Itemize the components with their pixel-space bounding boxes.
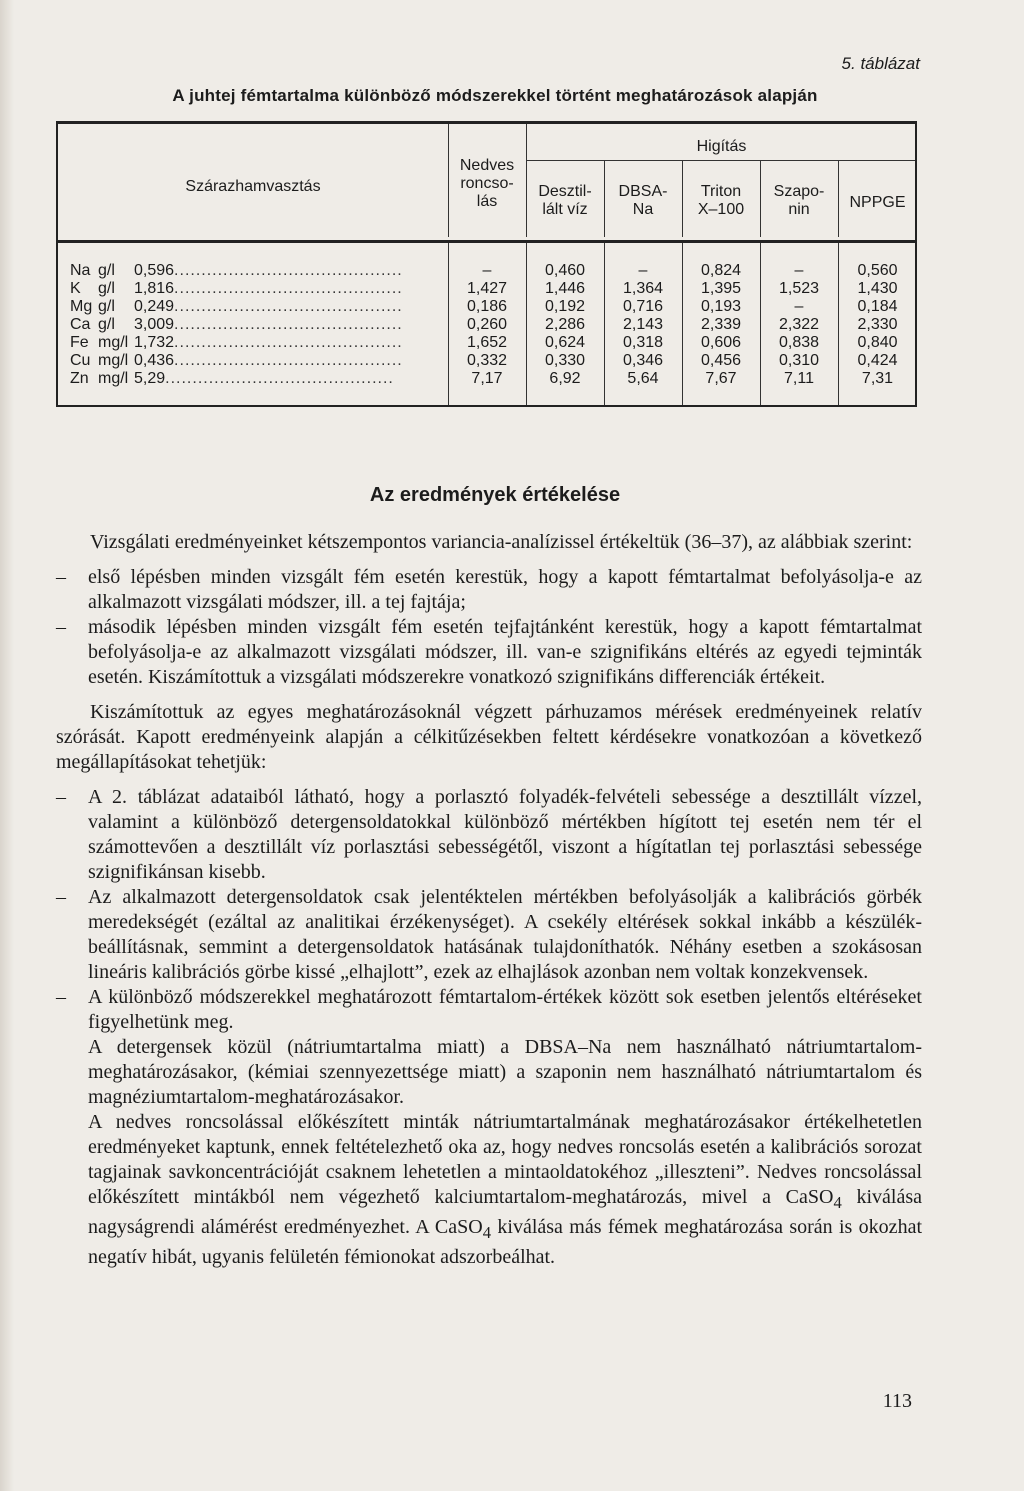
header-line: Desztil-	[538, 183, 592, 200]
unit: mg/l	[98, 370, 129, 387]
header-nppge: NPPGE	[849, 194, 906, 211]
table-row	[58, 316, 917, 334]
header-dry-ashing: Szárazhamvasztás	[185, 178, 321, 195]
cell-value: 2,286	[544, 316, 586, 333]
row-label	[70, 352, 440, 370]
header-wet-digestion	[448, 157, 526, 211]
cell-value: 0,193	[700, 298, 742, 315]
list-item-text: A különböző módszerekkel meghatározott fémtartalom-értékek között sok esetben jelentős eltéréseket figyelhetünk meg.	[88, 986, 922, 1033]
cell-value: 1,395	[700, 280, 742, 297]
unit: g/l	[98, 298, 115, 315]
list-continuation	[56, 1110, 922, 1270]
unit: g/l	[98, 316, 115, 333]
group-underline	[526, 160, 915, 161]
subscript: 4	[833, 1193, 842, 1212]
dry-ashing-value: 0,436	[134, 352, 175, 369]
cell-value: 7,11	[784, 370, 814, 387]
header-line: X–100	[697, 201, 745, 218]
header-line: nin	[788, 201, 810, 218]
cell-value: 0,840	[857, 334, 898, 351]
leader-dots: ..........................................	[174, 262, 403, 279]
page-edge	[0, 0, 14, 1491]
cell-value: 0,716	[622, 298, 664, 315]
header-line: Triton	[700, 183, 742, 200]
header-rule	[58, 240, 915, 243]
list-item-text: első lépésben minden vizsgált fém esetén kerestük, hogy a kapott fémtartalmat befolyásolja-e az alkalmazott vizsgálati módszer, ill. a tej fajtája;	[88, 566, 922, 613]
cell-value: 0,456	[700, 352, 742, 369]
dash-bullet: –	[56, 986, 66, 1008]
cell-value: 1,446	[544, 280, 586, 297]
header-saponin	[760, 183, 838, 219]
list-item	[56, 565, 922, 615]
leader-dots: ..........................................	[165, 370, 394, 387]
element-symbol: Mg	[70, 298, 93, 315]
cell-value: 0,184	[857, 298, 898, 315]
list-item-text: második lépésben minden vizsgált fém esetén tejfajtánként kerestük, hogy a kapott fémtartalmat befolyásolja-e az alkalmazott vizsgálati módszer, ill. van-e szignifikáns eltérés az egyedi tejminták esetén. Kiszámítottuk a vizsgálati módszerekre vonatkozó szignifikáns differenciák értékeit.	[88, 616, 922, 688]
dry-ashing-value: 3,009	[134, 316, 175, 333]
table-row	[58, 334, 917, 352]
list-continuation	[56, 1035, 922, 1110]
section-heading: Az eredmények értékelése	[369, 484, 621, 506]
cell-value: –	[794, 262, 804, 279]
dry-ashing-value: 1,732	[134, 334, 175, 351]
table-row	[58, 352, 917, 370]
cell-value: 2,339	[700, 316, 742, 333]
leader-dots: ..........................................	[174, 316, 403, 333]
unit: g/l	[98, 262, 115, 279]
cell-value: 7,17	[471, 370, 503, 387]
cell-value: 0,260	[466, 316, 508, 333]
cell-value: 0,824	[700, 262, 742, 279]
text-run: kiválása más fémek meghatározása során is okozhat negatív hibát, ugyanis felületén fémionokat adszorbeálhat.	[88, 1216, 922, 1268]
cell-value: 0,192	[544, 298, 586, 315]
dash-bullet: –	[56, 786, 66, 808]
cell-value: 5,64	[627, 370, 659, 387]
element-symbol: Na	[70, 262, 91, 279]
header-line: Na	[632, 201, 654, 218]
cell-value: 0,560	[857, 262, 898, 279]
cell-value: 1,523	[778, 280, 820, 297]
table-row	[58, 280, 917, 298]
cell-value: 0,332	[466, 352, 508, 369]
body-text	[56, 530, 922, 1270]
header-line: roncso-	[460, 175, 514, 192]
table-title: A juhtej fémtartalma különböző módszerekkel történt meghatározások alapján	[172, 86, 818, 105]
element-symbol: K	[70, 280, 81, 297]
header-dilution-group: Higítás	[696, 138, 747, 155]
dash-bullet: –	[56, 566, 66, 588]
element-symbol: Zn	[70, 370, 89, 387]
header-line: lás	[476, 193, 498, 210]
cell-value: 0,346	[622, 352, 664, 369]
cell-value: 0,330	[544, 352, 586, 369]
cell-value: 0,424	[857, 352, 898, 369]
dry-ashing-value: 1,816	[134, 280, 175, 297]
cell-value: 7,31	[861, 370, 894, 387]
paragraph: Vizsgálati eredményeinket kétszempontos variancia-analízissel értékeltük (36–37), az alábbiak szerint:	[90, 531, 913, 553]
dry-ashing-value: 0,596	[134, 262, 175, 279]
cell-value: –	[794, 298, 804, 315]
subscript: 4	[482, 1223, 492, 1242]
cell-value: 0,606	[700, 334, 742, 351]
list-item	[56, 985, 922, 1035]
unit: g/l	[98, 280, 115, 297]
row-label	[70, 334, 440, 352]
list-item-text: Az alkalmazott detergensoldatok csak jelentéktelen mértékben befolyásolják a kalibrációs görbék meredekségét (ezáltal az analitikai érzékenységet). A csekély eltérések sokkal inkább a készülék-beállításnak, semmint a detergensoldatok hatásának tulajdoníthatók. Néhány esetben a szokásosan lineáris kalibrációs görbe kissé „elhajlott”, ezek az elhajlások azonban nem voltak konzekvensek.	[88, 886, 922, 983]
row-label	[70, 316, 440, 334]
text-run: A nedves roncsolással előkészített minták nátriumtartalmának meghatározásakor értékelhetetlen eredményeket kaptunk, ennek feltételezhető oka az, hogy nedves roncsolás esetén a kalibrációs sorozat tagjainak savkoncentrációját csaknem lehetetlen a mintaoldatokéhoz „illeszteni”. Nedves roncsolással előkészített mintákból nem végezhető kalciumtartalom-meghatározás, mivel a CaSO	[88, 1111, 922, 1208]
cell-value: 0,838	[778, 334, 820, 351]
leader-dots: ..........................................	[174, 334, 403, 351]
header-line: DBSA-	[618, 183, 668, 200]
dry-ashing-value: 0,249	[134, 298, 175, 315]
cell-value: 0,310	[778, 352, 820, 369]
page-number: 113	[882, 1390, 912, 1412]
cell-value: 0,460	[544, 262, 586, 279]
list-item	[56, 615, 922, 690]
metal-content-table	[56, 121, 917, 407]
cell-value: 0,624	[544, 334, 586, 351]
leader-dots: ..........................................	[174, 298, 403, 315]
list-item-text: A 2. táblázat adataiból látható, hogy a porlasztó folyadék-felvételi sebessége a desztillált vízzel, valamint a különböző detergensoldatokkal különböző mértékben hígított tej esetén nem tér el számottevően a desztillált víz porlasztási sebességétől, viszont a hígítatlan tej porlasztási sebessége szignifikánsan kisebb.	[88, 786, 922, 883]
row-label	[70, 280, 440, 298]
cell-value: 7,67	[705, 370, 737, 387]
leader-dots: ..........................................	[174, 280, 403, 297]
header-distilled-water	[526, 183, 604, 219]
cell-value: 2,143	[622, 316, 664, 333]
cell-value: 2,330	[857, 316, 898, 333]
header-triton	[682, 183, 760, 219]
table-row	[58, 370, 917, 388]
header-line: lált víz	[542, 201, 588, 218]
element-symbol: Cu	[70, 352, 91, 369]
dash-bullet: –	[56, 616, 66, 638]
list-item-text: A detergensek közül (nátriumtartalma miatt) a DBSA–Na nem használható nátriumtartalom-meghatározásakor, (kémiai szennyezettsége miatt) a szaponin nem használható nátriumtartalom és magnéziumtartalom-meghatározásakor.	[88, 1036, 922, 1108]
cell-value: 0,186	[466, 298, 508, 315]
paragraph: Kiszámítottuk az egyes meghatározásoknál végzett párhuzamos mérések eredményeinek relatív szórását. Kapott eredményeink alapján a célkitűzésekben feltett kérdésekre vonatkozóan a következő megállapításokat tehetjük:	[56, 701, 922, 773]
element-symbol: Fe	[70, 334, 89, 351]
row-label	[70, 262, 440, 280]
cell-value: 6,92	[549, 370, 581, 387]
unit: mg/l	[98, 352, 129, 369]
header-dbsa-na	[604, 183, 682, 219]
cell-value: 1,364	[622, 280, 664, 297]
row-label	[70, 370, 440, 388]
leader-dots: ..........................................	[174, 352, 403, 369]
list-item	[56, 885, 922, 985]
cell-value: 1,427	[466, 280, 508, 297]
cell-value: 2,322	[778, 316, 820, 333]
table-row	[58, 262, 917, 280]
header-line: Szapo-	[773, 183, 825, 200]
table-row	[58, 298, 917, 316]
cell-value: 1,652	[466, 334, 508, 351]
header-line: Nedves	[459, 157, 515, 174]
list-item	[56, 785, 922, 885]
row-label	[70, 298, 440, 316]
element-symbol: Ca	[70, 316, 91, 333]
cell-value: –	[482, 262, 492, 279]
cell-value: 1,430	[857, 280, 898, 297]
unit: mg/l	[98, 334, 129, 351]
text-run: kiválása nagyságrendi alámérést eredményezhet. A CaSO	[88, 1186, 922, 1238]
dry-ashing-value: 5,29	[134, 370, 166, 387]
table-number-label: 5. táblázat	[841, 54, 920, 73]
dash-bullet: –	[56, 886, 66, 908]
cell-value: 0,318	[622, 334, 664, 351]
cell-value: –	[638, 262, 648, 279]
